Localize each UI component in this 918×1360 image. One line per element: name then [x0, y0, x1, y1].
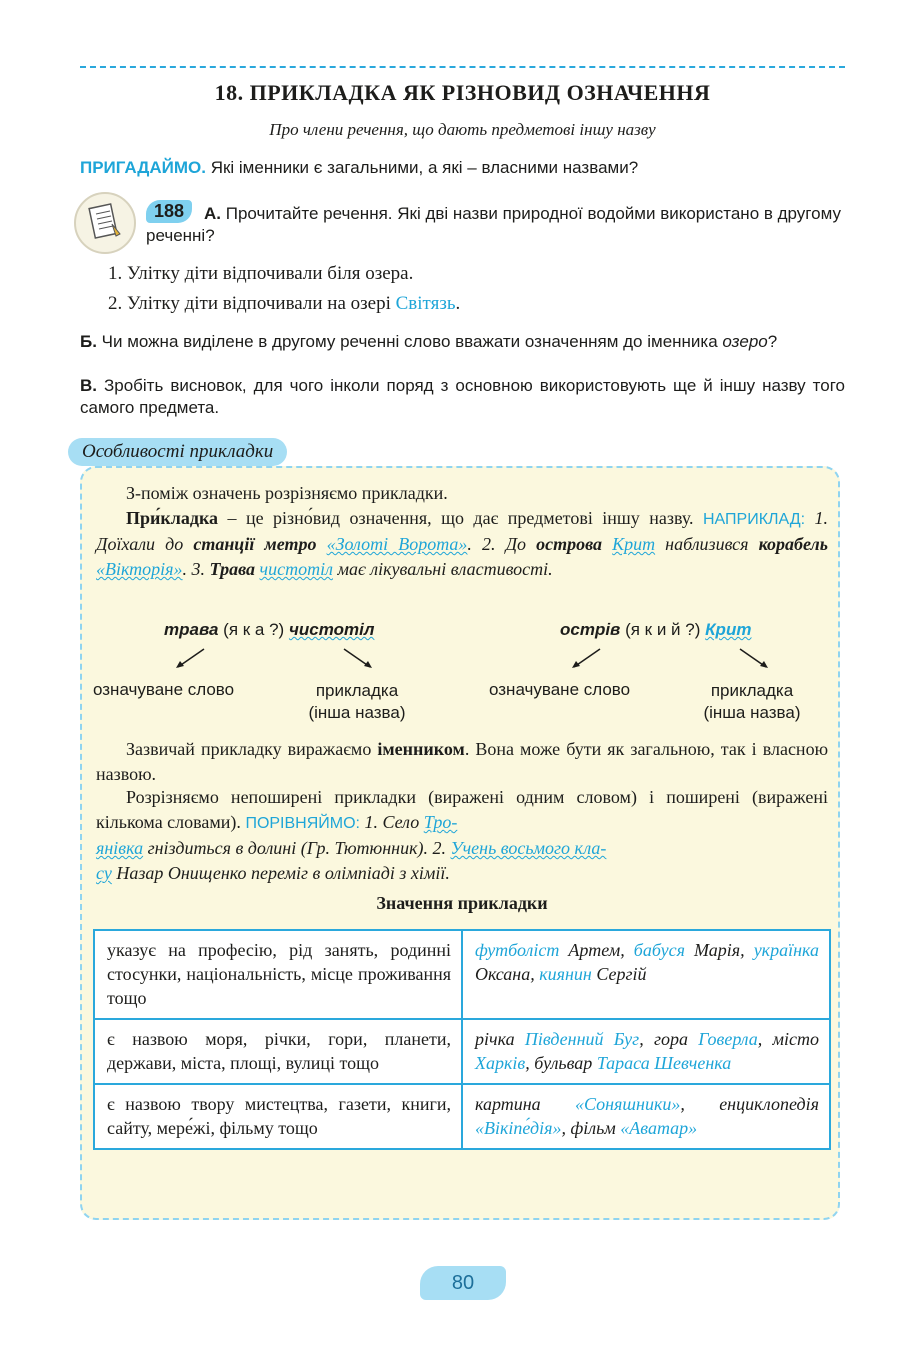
example-text: Оксана, — [475, 964, 540, 984]
table-cell-examples — [462, 1084, 830, 1149]
ex-text: . 3. — [182, 559, 210, 579]
example-text: , бульвар — [525, 1053, 597, 1073]
p4-ex: гніздиться в долині (Гр. Тютюнник). 2. — [143, 838, 451, 858]
table-cell-meaning: указує на професію, рід занять, родинні стосунки, національність, місце проживання тощо — [94, 930, 462, 1019]
top-divider — [80, 66, 845, 68]
ex-appositive: «Золоті Ворота» — [326, 534, 468, 554]
table-row — [94, 930, 830, 1019]
diagram-2-appositive: Крит — [705, 620, 752, 639]
diagram-2-word: острів — [560, 620, 621, 639]
appositive-example: Говерла — [698, 1029, 758, 1049]
p4-ex-end: Назар Онищенко переміг в олімпіаді з хімії. — [111, 863, 450, 883]
sentence-2-text: 2. Улітку діти відпочивали на озері — [108, 293, 396, 314]
example-text: , фільм — [561, 1118, 621, 1138]
example-text: , гора — [639, 1029, 699, 1049]
table-cell-meaning: є назвою моря, річки, гори, планети, держави, міста, площі, вулиці тощо — [94, 1019, 462, 1084]
table-cell-meaning: є назвою твору мистецтва, газети, книги, сайту, мере́жі, фільму тощо — [94, 1084, 462, 1149]
p4-appositive-2: Учень восьмого кла- су — [96, 838, 607, 883]
rule-box-tab: Особливості прикладки — [68, 438, 287, 466]
diagram-1-right — [302, 680, 412, 724]
term-definition: – це різно́вид означення, що дає предметові іншу назву. — [218, 508, 703, 528]
task-a-text: Прочитайте речення. Які дві назви природної водойми використано в другому реченні? — [146, 204, 841, 245]
table-row — [94, 1019, 830, 1084]
ex-head: корабель — [758, 534, 829, 554]
compare-label: ПОРІВНЯЙМО: — [245, 815, 360, 832]
table-title: Значення прикладки — [376, 893, 548, 913]
ex-appositive: Крит — [612, 534, 656, 554]
appositive-example: Харків — [475, 1053, 526, 1073]
diagram-1-right-1: прикладка — [315, 681, 399, 700]
arrow-icon — [566, 646, 606, 672]
page-number: 80 — [420, 1266, 506, 1300]
recall-label: ПРИГАДАЙМО. — [80, 158, 206, 177]
appositive-example: «Аватар» — [620, 1118, 698, 1138]
example-text: картина — [475, 1094, 575, 1114]
task-a-label: А. — [204, 204, 221, 223]
diagram-1-left: означуване слово — [93, 680, 235, 699]
exercise-task-b — [80, 331, 845, 353]
arrow-icon — [338, 646, 378, 672]
task-b-label: Б. — [80, 332, 97, 351]
sentence-1: 1. Улітку діти відпочивали біля озера. — [108, 263, 414, 284]
ex-head: острова — [536, 534, 603, 554]
example-label: НАПРИКЛАД: — [703, 511, 806, 528]
p3-bold: іменником — [377, 739, 465, 759]
table-row — [94, 1084, 830, 1149]
p4-appositive-1: Тро- янівка — [96, 812, 458, 858]
ex-head: станції метро — [193, 534, 317, 554]
task-b-text: Чи можна виділене в другому реченні слово вважати означенням до іменника — [96, 332, 723, 351]
appositive-example: киянин — [539, 964, 592, 984]
ex-appositive: «Вікторія» — [96, 559, 183, 579]
diagram-2-left: означуване слово — [489, 680, 631, 699]
p3-text-end: . Вона може бути як загальною, так і власною назвою. — [96, 739, 829, 784]
diagram-1-question: (я к а ?) — [218, 620, 289, 639]
meaning-table — [93, 929, 831, 1150]
page-subtitle: Про члени речення, що дають предметові іншу назву — [269, 120, 656, 139]
ex-head: Трава — [209, 559, 256, 579]
task-c-label: В. — [80, 376, 97, 395]
exercise-task-c — [80, 375, 845, 419]
rule-p4 — [96, 785, 828, 886]
recall-line — [80, 158, 638, 178]
table-cell-examples — [462, 930, 830, 1019]
page-title: 18. ПРИКЛАДКА ЯК РІЗНОВИД ОЗНАЧЕННЯ — [214, 80, 711, 105]
example-text: , енциклопедія — [680, 1094, 819, 1114]
sentence-2 — [108, 293, 460, 315]
ex-text: 1. Доїхали до — [96, 508, 828, 554]
exercise-number-badge: 188 — [146, 200, 192, 223]
ex-text — [317, 534, 327, 554]
rule-p3 — [96, 737, 828, 787]
diagram-2-right — [697, 680, 807, 724]
diagram-1-word: трава — [164, 620, 219, 639]
recall-text: Які іменники є загальними, а які – власними назвами? — [205, 158, 639, 177]
p4-text: Розрізняємо непоширені прикладки (виражені одним словом) і поширені (виражені кількома словами). — [96, 787, 828, 832]
notebook-icon — [74, 192, 136, 254]
diagram-1-right-2: (інша назва) — [308, 703, 406, 722]
appositive-example: бабуся — [633, 940, 685, 960]
diagram-1-header — [164, 620, 374, 640]
ex-text — [602, 534, 612, 554]
appositive-example: Південний Буг — [524, 1029, 640, 1049]
example-text: Марія, — [684, 940, 754, 960]
diagram-2-right-1: прикладка — [710, 681, 794, 700]
rule-p1: З-поміж означень розрізняємо прикладки. — [126, 483, 448, 503]
exercise-task-a — [146, 203, 846, 247]
diagram-2-header — [560, 620, 751, 640]
diagram-2-right-2: (інша назва) — [703, 703, 801, 722]
appositive-example: Тараса Шевченка — [596, 1053, 732, 1073]
table-cell-examples — [462, 1019, 830, 1084]
example-text: річка — [475, 1029, 525, 1049]
ex-text: . 2. До — [467, 534, 537, 554]
task-b-end: ? — [767, 332, 778, 351]
ex-text: наблизився — [655, 534, 759, 554]
appositive-example: «Соняшники» — [575, 1094, 681, 1114]
arrow-icon — [734, 646, 774, 672]
term-prykladka: При́кладка — [126, 508, 219, 528]
p3-text: Зазвичай прикладку виражаємо — [126, 739, 378, 759]
appositive-example: українка — [753, 940, 819, 960]
task-c-text: Зробіть висновок, для чого інколи поряд з основною використовують ще й іншу назву того самого предмета. — [80, 376, 845, 417]
example-text: Артем, — [559, 940, 634, 960]
diagram-1-appositive: чистотіл — [288, 620, 375, 639]
arrow-icon — [170, 646, 210, 672]
sentence-2-name: Світязь — [395, 293, 456, 314]
appositive-example: футболіст — [475, 940, 560, 960]
ex-appositive: чистотіл — [259, 559, 333, 579]
ex-text: має лікувальні властивості. — [332, 559, 553, 579]
diagram-2-question: (я к и й ?) — [620, 620, 706, 639]
example-text: Сергій — [591, 964, 647, 984]
p4-ex: 1. Село — [360, 812, 424, 832]
example-text: , місто — [757, 1029, 819, 1049]
sentence-2-end: . — [455, 293, 461, 314]
rule-p2 — [96, 506, 828, 582]
appositive-example: «Вікіпе́дія» — [475, 1118, 562, 1138]
task-b-word: озеро — [722, 332, 768, 351]
